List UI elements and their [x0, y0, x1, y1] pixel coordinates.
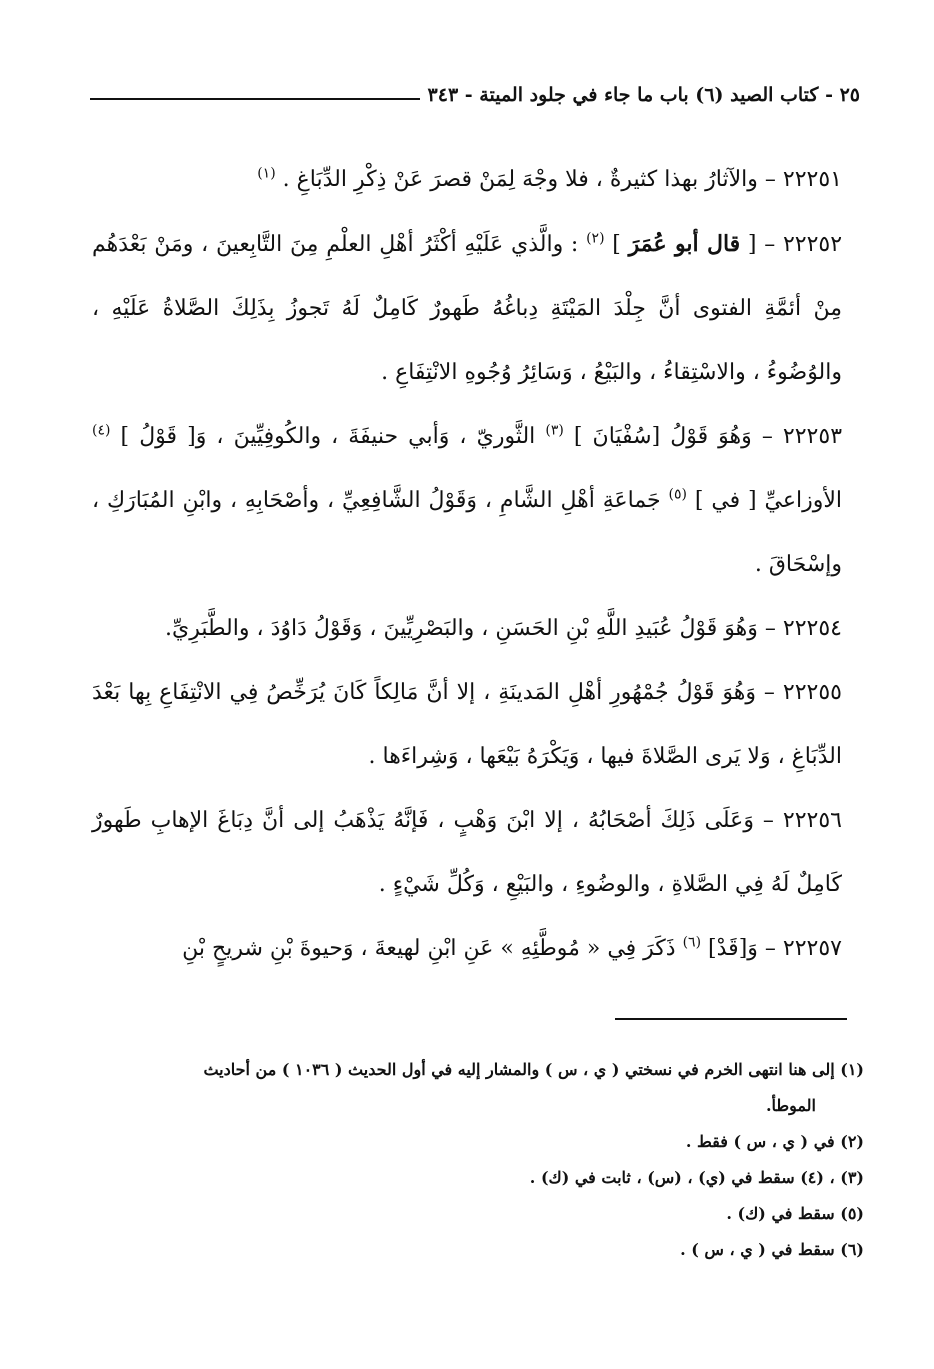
- paragraph-22254: [92, 597, 842, 661]
- footnote-ref: (٣): [545, 422, 564, 439]
- speaker-label: قال أبو عُمَرَ: [628, 231, 741, 257]
- footnote-ref: (٦): [682, 934, 702, 951]
- paragraph-22253: [92, 405, 842, 597]
- footnote-1: (١) إلى هنا انتهى الخرم في نسختي ( ي ، س ) والمشار إليه في أول الحديث ( ١٠٣٦ ) من أحاديث: [203, 1060, 864, 1079]
- paragraph-number: ٢٢٢٥١: [782, 167, 842, 192]
- paragraph-text: ]: [612, 232, 621, 257]
- running-title: ٢٥ - كتاب الصيد (٦) باب ما جاء في جلود الميتة - ٣٤٣: [427, 84, 860, 106]
- footnote-ref: (٢): [586, 230, 605, 247]
- paragraph-22255: [92, 661, 842, 789]
- footnote-separator: [615, 1018, 847, 1020]
- paragraph-text: – والآثارُ بهذا كثيرةٌ ، فلا وجْهَ لِمَنْ قصرَ عَنْ ذِكْرِ الدِّبَاغِ .: [282, 167, 776, 192]
- footnote-ref: (٤): [92, 422, 111, 439]
- paragraph-22256: [92, 789, 842, 917]
- paragraph-22251: [92, 148, 842, 212]
- paragraph-number: ٢٢٢٥٣: [782, 424, 843, 449]
- paragraph-text: ذَكَرَ فِي « مُوطَّئِهِ » عَنِ ابْنِ لهيعةَ ، وَحيوةَ بْنِ شريحٍ بْنِ: [182, 936, 676, 961]
- paragraph-text: – وَ[قَدْ]: [708, 936, 776, 961]
- footnote-3-4: (٣) ، (٤) سقط في (ي) ، (س) ، ثابت في (ك) .: [529, 1168, 864, 1187]
- paragraph-22257: [92, 917, 842, 981]
- footnote-5: (٥) سقط في (ك) .: [726, 1204, 864, 1223]
- footnote-1-continuation: الموطأ.: [765, 1096, 816, 1115]
- header-rule: [90, 98, 420, 100]
- footnote-2: (٢) في ( ي ، س ) فقط .: [685, 1132, 864, 1151]
- paragraph-text: جَماعَةِ أهْلِ الشَّامِ ، وَقَوْلُ الشَّافِعِيِّ ، وأصْحَابِهِ ، وابْنِ المُبَارَكِ ، وإسْحَاقَ .: [92, 488, 842, 577]
- paragraph-number: ٢٢٢٥٢: [782, 232, 843, 257]
- page-header: [90, 78, 860, 114]
- paragraph-text: الثَّوريّ ، وَأبي حنيفَةَ ، والكُوفِيِّينَ ، وَ[ قَوْلُ ]: [120, 424, 536, 449]
- paragraph-text: – [: [747, 232, 776, 257]
- footnote-ref: (١): [257, 165, 276, 182]
- paragraph-number: ٢٢٢٥٤: [782, 616, 842, 641]
- footnote-ref: (٥): [668, 486, 687, 503]
- paragraph-number: ٢٢٢٥٥: [782, 680, 842, 705]
- footnotes: [96, 1052, 864, 1268]
- footnote-6: (٦) سقط في ( ي ، س ) .: [680, 1240, 864, 1259]
- paragraph-number: ٢٢٢٥٧: [782, 936, 842, 961]
- paragraph-text: – وَهُوَ قَوْلُ عُبَيدِ اللَّهِ بْنِ الحَسَنِ ، والبَصْرِيِّينَ ، وَقَوْلُ دَاوُدَ ، والطَّبَرِيِّ.: [165, 616, 776, 641]
- paragraph-text: : والَّذي عَلَيْهِ أكْثَرُ أهْلِ العلْمِ مِنَ التَّابِعينَ ، ومَنْ بَعْدَهُم مِنْ أئمَّةِ الفتوى أنَّ جِلْدَ المَيْتَةِ دِباغُهُ طَهورٌ كَامِلٌ لَهُ تَجوزُ بِذَلِكَ الصَّلاةُ عَلَيْهِ ، والوُضُوءُ ، والاسْتِقاءُ ، والبَيْعُ ، وَسَائِرُ وُجُوهِ الانْتِفَاعِ .: [92, 232, 842, 385]
- paragraph-text: – وَعَلَى ذَلِكَ أصْحَابُهُ ، إلا ابْنَ وَهْبٍ ، فَإنَّهُ يَذْهَبُ إلى أنَّ دِبَاغَ الإهابِ طَهورٌ كَامِلٌ لَهُ فِي الصَّلاةِ ، والوضُوءِ ، والبَيْعِ ، وَكُلِّ شَيْءٍ .: [92, 808, 842, 897]
- paragraph-number: ٢٢٢٥٦: [782, 808, 842, 833]
- paragraph-text: الأوزاعيِّ [ في ]: [694, 488, 842, 513]
- paragraph-text: – وَهُوَ قَوْلُ [سُفْيَانَ ]: [573, 424, 773, 449]
- paragraph-22252: [92, 212, 842, 405]
- main-text: [92, 148, 842, 981]
- paragraph-text: – وَهُوَ قَوْلُ جُمْهُورِ أهْلِ المَدينَةِ ، إلا أنَّ مَالِكاً كَانَ يُرَخِّصُ فِي الانْتِفَاعِ بِها بَعْدَ الدِّبَاغِ ، وَلا يَرى الصَّلاةَ فيها ، وَيَكْرَهُ بَيْعَها ، وَشِراءَها .: [92, 680, 842, 769]
